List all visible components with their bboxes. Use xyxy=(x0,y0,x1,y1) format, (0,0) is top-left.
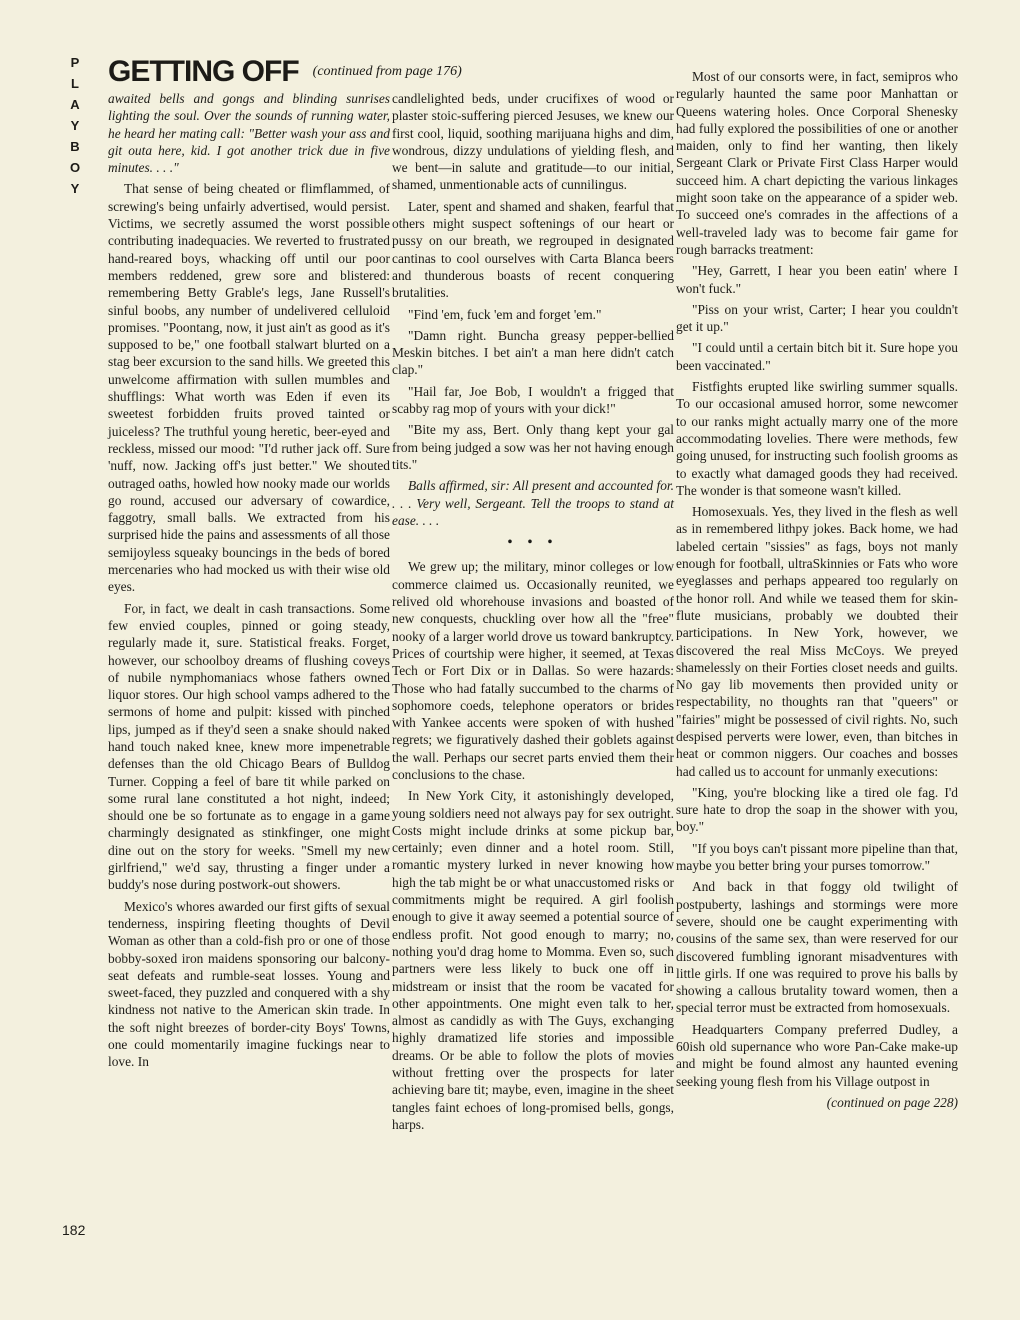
magazine-name-letter: Y xyxy=(70,118,80,133)
magazine-name xyxy=(62,52,88,199)
magazine-name-letter: A xyxy=(70,97,80,112)
section-break: • • • xyxy=(507,534,559,550)
paragraph: And back in that foggy old twilight of postpuberty, lashings and stormings were more severe, should one be caught experimenting with cousins of the same sex, than were reserved for our discovered fumbling ignorant misadventures with little girls. If one was required to prove his balls by showing a callous brutality toward women, then a special terror must be extracted from homosexuals. xyxy=(676,879,958,1016)
paragraph: "Bite my ass, Bert. Only thang kept your gal from being judged a sow was her not having enough tits." xyxy=(392,422,674,472)
paragraph: Mexico's whores awarded our first gifts of sexual tenderness, inspiring fleeting thoughts of Devil Woman as other than a cold-fish pro or one of those bobby-soxed iron maidens sponsoring our balcony-seat defeats and rumble-seat losses. Young and sweet-faced, they puzzled and conquered with a shy kindness not native to the American skin trade. In the soft night breezes of border-city Boys' Towns, one could momentarily imagine fuckings near to love. In xyxy=(108,898,390,1070)
paragraph: awaited bells and gongs and blinding sunrises lighting the soul. Over the sounds of running water, he heard her mating call: "Better wash your ass and git outa here, kid. I got another trick due in five minutes. . . ." xyxy=(108,91,390,176)
column-3 xyxy=(676,68,958,1111)
paragraph: We grew up; the military, minor colleges or low commerce claimed us. Occasionally reunited, we relived old whorehouse invasions and boasted of new conquests, chuckling over how all the "free" nooky of a larger world drove us toward bankruptcy. Prices of courtship were higher, it seemed, at Texas Tech or Fort Dix or in Dallas. So were hazards: Those who had fatally succumbed to the charms of sophomore coeds, telephone operators or brides with Yankee accents were spoken of with hushed regrets; we figuratively dashed their goblets against the wall. Perhaps our secret parts envied them their conclusions to the chase. xyxy=(392,559,674,782)
magazine-name-letter: Y xyxy=(70,181,80,196)
paragraph: "I could until a certain bitch bit it. Sure hope you been vaccinated." xyxy=(676,340,958,373)
headline: GETTING OFF xyxy=(108,55,299,88)
paragraph: "If you boys can't pissant more pipeline than that, maybe you better bring your purses tomorrow." xyxy=(676,840,958,874)
page-number: 182 xyxy=(62,1222,86,1238)
paragraph: Fistfights erupted like swirling summer squalls. To our occasional amused horror, some newcomer to our ranks might actually marry one of the more accommodating lovelies. There were methods, few going unused, for instructing such foolish grooms as to exactly what damaged goods they had received. The wonder is that someone wasn't killed. xyxy=(676,379,958,498)
paragraph: Later, spent and shamed and shaken, fearful that others might suspect softenings of our heart or pussy on our breath, we regrouped in designated cantinas to cool ourselves with Carta Blanca beers and thunderous boasts of recent conquering brutalities. xyxy=(392,198,674,301)
paragraph: Headquarters Company preferred Dudley, a 60ish old supernance who wore Pan-Cake make-up and might be found almost any haunted evening seeking young flesh from his Village outpost in xyxy=(676,1021,958,1089)
paragraph: In New York City, it astonishingly developed, young soldiers need not always pay for sex outright. Costs might include drinks at some pickup bar, certainly; even dinner and a hotel room. Still, romantic mystery lurked in never knowing how high the tab might be or what unaccustomed risks or commitments might be required. A girl foolish enough to give it away seemed a potential source of endless profit. Not good enough to marry; no, nothing you'd drag home to Momma. Even so, such partners were less likely to buck one off in midstream or insist that the room be vacated for other appointments. One might even talk to her, almost as candidly as with The Guys, exchanging highly dramatized life stories and impossible dreams. Or be able to follow the plots of movies without fretting over the prospects for later achieving bare tit; maybe, even, imagine in the sheet tangles faint echoes of long-promised bells, gongs, harps. xyxy=(392,788,674,1132)
paragraph: That sense of being cheated or flimflammed, of screwing's being unfairly advertised, would persist. Victims, we secretly assumed the worst possible contributing inadequacies. We reverted to frustrated hand-reared boys, whacking off until our poor members reddened, grew sore and blistered: remembering Betty Grable's legs, Jane Russell's sinful boobs, any number of undelivered celluloid promises. "Poontang, now, it just ain't as good as it's supposed to be," one football stalwart blurted on a stag beer excursion to the sand hills. We greeted this unwelcome affirmation with sullen mumbles and shufflings: What worth was Eden if even its sweetest forbidden fruits proved tainted or juiceless? The truthful young heretic, beer-eyed and reckless, missed our mood: "I'd ruther jack off. Sure 'nuff, now. Jacking off's just better." We shouted outraged oaths, howled how nooky made our worlds go round, accused our adversary of cowardice, faggotry, small balls. We extracted from his surprised hide the pains and assessments of all those semijoyless squeaky bouncings in the beds of bored mercenaries who had mocked us with their wise old eyes. xyxy=(108,181,390,595)
paragraph: candlelighted beds, under crucifixes of wood or plaster stoic-suffering pierced Jesuses, we knew our first cool, liquid, soothing marijuana highs and dim, wondrous, dizzy undulations of yielding flesh, and we bent—in salute and gratitude—to our initial, shamed, unmentionable acts of cunnilingus. xyxy=(392,91,674,193)
magazine-name-letter: B xyxy=(70,139,80,154)
magazine-name-letter: O xyxy=(69,160,81,175)
paragraph: Homosexuals. Yes, they lived in the flesh as well as in remembered lithpy jokes. Back home, we had labeled certain "sissies" as fags, boys not manly enough for football, ultraSkinnies or Fats who wore eyeglasses and perhaps appeared too regularly on the honor roll. And while we teased them for skin-flute musicians, probably we doubted their participations. In New York, however, we discovered the real Miss McCoys. We preyed shamelessly on their Forties closet needs and guilts. No gay lib movements then provided unity or respectability, no thoughts ran that "queers" or "fairies" might be possessed of civil rights. No, such despised perverts were lower, even, than bitches in heat or common niggers. Our coaches and bosses had called us to account for unmanly executions: xyxy=(676,504,958,779)
continued-on-note: (continued on page 228) xyxy=(826,1094,958,1110)
paragraph: Balls affirmed, sir: All present and accounted for. . . . Very well, Sergeant. Tell the troops to stand at ease. . . . xyxy=(392,478,674,528)
paragraph: "Piss on your wrist, Carter; I hear you couldn't get it up." xyxy=(676,301,958,335)
paragraph: "Find 'em, fuck 'em and forget 'em." xyxy=(408,306,602,322)
column-1 xyxy=(108,90,390,1075)
paragraph: For, in fact, we dealt in cash transactions. Some few envied couples, pinned or going steady, regularly made it, sure. Statistical freaks. Forget, however, our schoolboy dreams of flushing coveys of nubile nymphomaniacs whose fathers owned liquor stores. Our high school vamps adhered to the sermons of home and pulpit: kissed with pinched lips, jumped as if they'd seen a snake should naked hand touch naked knee, knew more impenetrable defenses than the old Chicago Bears of Bulldog Turner. Copping a feel of bare tit while parked on some rural lane constituted a hot night, indeed; should one be so fortunate as to engage in a game charmingly designated as stinkfinger, one might dine out on the story for weeks. "Smell my new girlfriend," we'd say, thrusting a finger under a buddy's nose during postwork-out showers. xyxy=(108,600,390,893)
paragraph: "King, you're blocking like a tired ole fag. I'd sure hate to drop the soap in the shower with you, boy." xyxy=(676,784,958,835)
paragraph: "Damn right. Buncha greasy pepper-bellied Meskin bitches. I bet ain't a man here didn't catch clap." xyxy=(392,327,674,378)
paragraph: "Hey, Garrett, I hear you been eatin' where I won't fuck." xyxy=(676,263,958,296)
paragraph: Most of our consorts were, in fact, semipros who regularly haunted the same poor Manhattan or Queens watering holes. Once Corporal Shenesky had fully explored the possibilities of one or another maiden, only to find her wanting, then likely Sergeant Clark or Private First Class Harper would succeed him. A chart depicting the various linkages might soon take on the appearance of a spider web. To succeed one's comrades in the affections of a well-traveled lady was to become fair game for rough barracks treatment: xyxy=(676,69,958,257)
magazine-name-letter: P xyxy=(70,55,80,70)
column-2 xyxy=(392,90,674,1137)
headline-row xyxy=(108,56,468,92)
magazine-name-letter: L xyxy=(71,76,79,91)
paragraph: "Hail far, Joe Bob, I wouldn't a frigged that scabby rag mop of yours with your dick!" xyxy=(392,383,674,417)
continued-from-note: (continued from page 176) xyxy=(312,64,462,79)
